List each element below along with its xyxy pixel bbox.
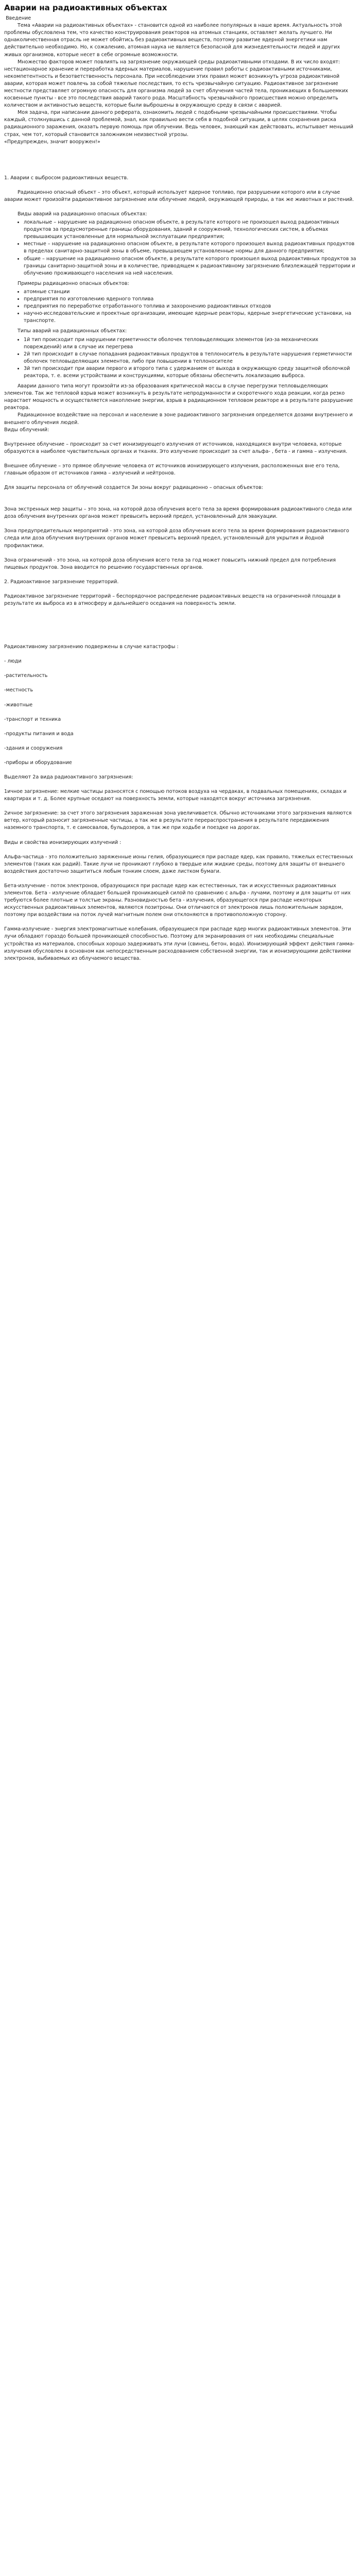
exposed-heading: Радиоактивному загрязнению подвержены в случае катастрофы : (4, 644, 179, 650)
exposed-list (4, 658, 357, 767)
list-item: • атомные станции (24, 289, 357, 296)
protection-zones-paragraph: Для защиты персонала от облучений создается 3и зоны вокруг радиационно – опасных объектов: (4, 485, 263, 491)
intro-label: Введение (4, 15, 31, 22)
document-page (0, 0, 361, 962)
exposure-paragraph: Радиационное воздействие на персонал и население в зоне радиоактивного загрязнения определяется дозами внутреннего и внешнего облучения людей. (4, 412, 354, 426)
document-title: Аварии на радиоактивных объектах (4, 3, 167, 12)
list-item: • локальные – нарушение на радиационно опасном объекте, в результате которого не произошел выход радиоактивных продуктов за предусмотренные границы оборудования, зданий и сооружений, технологических систем, в объемах превышающих установленные для нормальной эксплуатации предприятия; (24, 219, 357, 241)
alpha-paragraph: Альфа-частица - это положительно заряженные ионы гелия, образующиеся при распаде ядер, как правило, тяжелых естественных элементов (таких как радий). Такие лучи не проникают глубоко в твердые или жидкие среды, поэтому для защиты от внешнего воздействия достаточно защититься любым тонким слоем, даже листком бумаги. (4, 854, 355, 874)
section1-paragraph: Радиационно опасный объект – это объект, который использует ядерное топливо, при разрушении которого или в случае аварии может произойти радиоактивное загрязнение или облучение людей, окружающей природы, а так же животных и растений. (4, 189, 354, 202)
zone-extreme-paragraph: Зона экстренных мер защиты – это зона, на которой доза облучения всего тела за время формирования радиоактивного следа или доза облучения внутренних органов может превысить верхний предел, установленный для эвакуации. (4, 506, 354, 520)
gamma-paragraph: Гамма-излучение - энергия электромагнитные колебания, образующиеся при распаде ядер многих радиоактивных элементов. Эти лучи обладают гораздо большей проникающей способностью. Поэтому для экранирования от них необходимы специальные устройства из материалов, способных хорошо задерживать эти лучи (свинец, бетон, вода). Ионизирующий эффект действия гамма-излучения обусловлен в основном как непосредственным расходованием собственной энергии, так и ионизирующими действиями электронов, выбиваемых из облучаемого вещества. (4, 926, 355, 961)
stages-heading: Выделяют 2а вида радиоактивного загрязнения: (4, 774, 133, 780)
radiation-types-heading: Виды и свойства ионизирующих излучений : (4, 839, 122, 845)
list-item: -здания и сооружения (4, 745, 63, 751)
irradiation-heading: Виды облучений: (4, 427, 49, 433)
examples-heading: Примеры радиационно опасных объектов: (18, 280, 129, 286)
list-item: -продукты питания и вода (4, 731, 74, 737)
list-item: -транспорт и техника (4, 716, 61, 722)
list-item: • 2й тип происходит в случае попадания радиоактивных продуктов в теплоноситель в результате нарушения герметичности оболочек тепловыделяющих элементов, либо при повышении в теплоносителе (24, 351, 357, 365)
types-heading: Виды аварий на радиационно опасных объектах: (18, 211, 147, 217)
list-item: -местность (4, 687, 33, 693)
intro-paragraph-1: Тема «Аварии на радиоактивных объектах» - становится одной из наиболее популярных в наше время. Актуальность этой проблемы обусловлена тем, что качество конструирования реакторов на атомных станциях, оставляет желать лучшего. Ни однаколичественная отрасль не может обойтись без радиоактивных веществ, поэтому развитие ядерной энергетики нам действительно необходимо. Но, к сожалению, атомная наука не является безопасной для жизнедеятельности людей и других живых организмов, которые несет в себе огромные возможности. (4, 23, 343, 58)
zone-limit-paragraph: Зона ограничений - это зона, на которой доза облучения всего тела за год может повысить нижний предел для потребления пищевых продуктов. Зона вводится по решению государственных органов. (4, 557, 338, 570)
section1-heading: 1. Аварии с выбросом радиоактивных веществ. (4, 175, 129, 181)
accident-types-heading: Типы аварий на радиационных объектах: (18, 328, 127, 334)
list-item: • научно-исследовательские и проектные организации, имеющие ядерные реакторы, ядерные энергетические установки, на транспорте. (24, 310, 357, 325)
section2-paragraph: Радиоактивное загрязнение территорий – беспорядочное распределение радиоактивных веществ на ограниченной площади в результате их выброса из в атмосферу и дальнейшего оседания на поверхность земли. (4, 593, 342, 607)
list-item: • общие – нарушение на радиационно опасном объекте, в результате которого произошел выход радиоактивных продуктов за границы санитарно-защитной зоны и в количестве, приводящем к радиоактивному загрязнению близлежащей территории и облучению проживающего населения на ней населения. (24, 256, 357, 277)
section2-heading: 2. Радиоактивное загрязнение территорий. (4, 579, 119, 585)
accident-types-list (4, 336, 357, 380)
zone-prevent-paragraph: Зона предупредительных мероприятий - это зона, на которой доза облучения всего тела за время формирования радиоактивного следа или доза облучения внутренних органов может превысить верхний предел, установленный для укрытия и йодной профилактики. (4, 528, 351, 549)
intro-motto: «Предупрежден, значит вооружен!» (4, 139, 100, 145)
types-list (4, 219, 357, 277)
list-item: • предприятия по переработке отработанного топлива и захоронению радиоактивных отходов (24, 303, 357, 310)
list-item: -приборы и оборудование (4, 759, 72, 766)
examples-list (4, 289, 357, 325)
list-item: • 1й тип происходит при нарушении герметичности оболочек тепловыделяющих элементов (из-за механических повреждений) или в случае их перегрева (24, 336, 357, 351)
list-item: -животные (4, 702, 33, 708)
intro-paragraph-2: Множество факторов может повлиять на загрязнение окружающей среды радиоактивными отходами. В их число входят: нестационарное хранение и переработка ядерных материалов, нарушение правил работы с радиоактивными источниками, некомпетентность и безответственность персонала. При несоблюдении этих правил может возникнуть угроза радиоактивной аварии, которая может повлечь за собой тяжелые последствия, то есть чрезвычайную ситуацию. Радиоактивное загрязнение местности представляет огромную опасность для организма людей за счет облучения частей тела, проникающих в большеемких косвенные пункты - все это последствия аварий такого рода. Масштабность чрезвычайного происшествия можно определить количеством и активностью веществ, которые были выброшены в окружающую среду в связи с аварией. (4, 59, 350, 109)
intro-paragraph-3: Моя задача, при написании данного реферата, ознакомить людей с подобными чрезвычайными происшествиями. Чтобы каждый, столкнувшись с данной проблемой, знал, как правильно вести себя в подобной ситуации, в целях сохранения риска радиационного заражения, оказать первую помощь при облучении. Ведь человек, знающий как действовать, испытывает меньший страх, чем тот, который становится заложником неизвестной угрозы. (4, 110, 355, 138)
stage1-paragraph: 1ичное загрязнение: мелкие частицы разносятся с помощью потоков воздуха на чердаках, в подвальных помещениях, складах и квартирах и т. д. Более крупные оседают на поверхность земли, которые находятся вокруг источника загрязнения. (4, 789, 348, 802)
beta-paragraph: Бета-излучение - поток электронов, образующихся при распаде ядер как естественных, так и искусственных радиоактивных элементов. Бета - излучение обладает большей проникающей силой по сравнению с альфа - лучами, поэтому и для защиты от них требуются более плотные и толстые экраны. Разновидностью бета - излучения, образующегося при распаде некоторых искусственных радиоактивных элементов, являются позитроны. Они отличаются от электронов лишь положительным зарядом, поэтому при воздействии на поток лучей магнитным полем они отклоняются в противоположную сторону. (4, 883, 352, 918)
list-item: • местные – нарушение на радиационно опасном объекте, в результате которого произошел выход радиоактивных продуктов в пределах санитарно-защитной зоны в объеме, превышающем установленные нормы для данного предприятия; (24, 241, 357, 255)
list-item: -растительность (4, 673, 48, 679)
list-item: • 3й тип происходит при аварии первого и второго типа с удержанием от выхода в окружающую среду защитной оболочкой реактора, т. е. всеми устройствами и конструкциями, которые обязаны обеспечить локализацию выброса. (24, 365, 357, 380)
list-item: - люди (4, 658, 22, 665)
causes-paragraph: Аварии данного типа могут произойти из-за образования критической массы в случае перегрузки тепловыделяющих элементов. Так же тепловой взрыв может возникнуть в результате непродуманности и скоротечного хода реакции, когда резко нарастает мощность и осуществляется накопление энергии, взрыв в радиационном тепловом реакторе и в результате разрушение реактора. (4, 383, 355, 411)
external-irradiation-paragraph: Внешнее облучение – это прямое облучение человека от источников ионизирующего излучения, расположенных вне его тела, главным образом от источников гамма – излучений и нейтронов. (4, 463, 341, 477)
stage2-paragraph: 2ичное загрязнение: за счет этого загрязнения зараженная зона увеличивается. Обычно источниками этого загрязнения являются ветер, который разносит загрязненные частицы, а так же в результате перераспространения в результате передвижения наземного транспорта, т. е самосвалов, бульдозеров, а так же при ходьбе и поездке на дорогах. (4, 810, 353, 831)
list-item: • предприятия по изготовлению ядерного топлива (24, 296, 357, 303)
internal-irradiation-paragraph: Внутреннее облучение – происходит за счет ионизирующего излучения от источников, находящихся внутри человека, которые образуются в наиболее чувствительных органах и тканях. Это излучение происходит за счет альфа- , бета - и гамма – излучения. (4, 441, 348, 454)
